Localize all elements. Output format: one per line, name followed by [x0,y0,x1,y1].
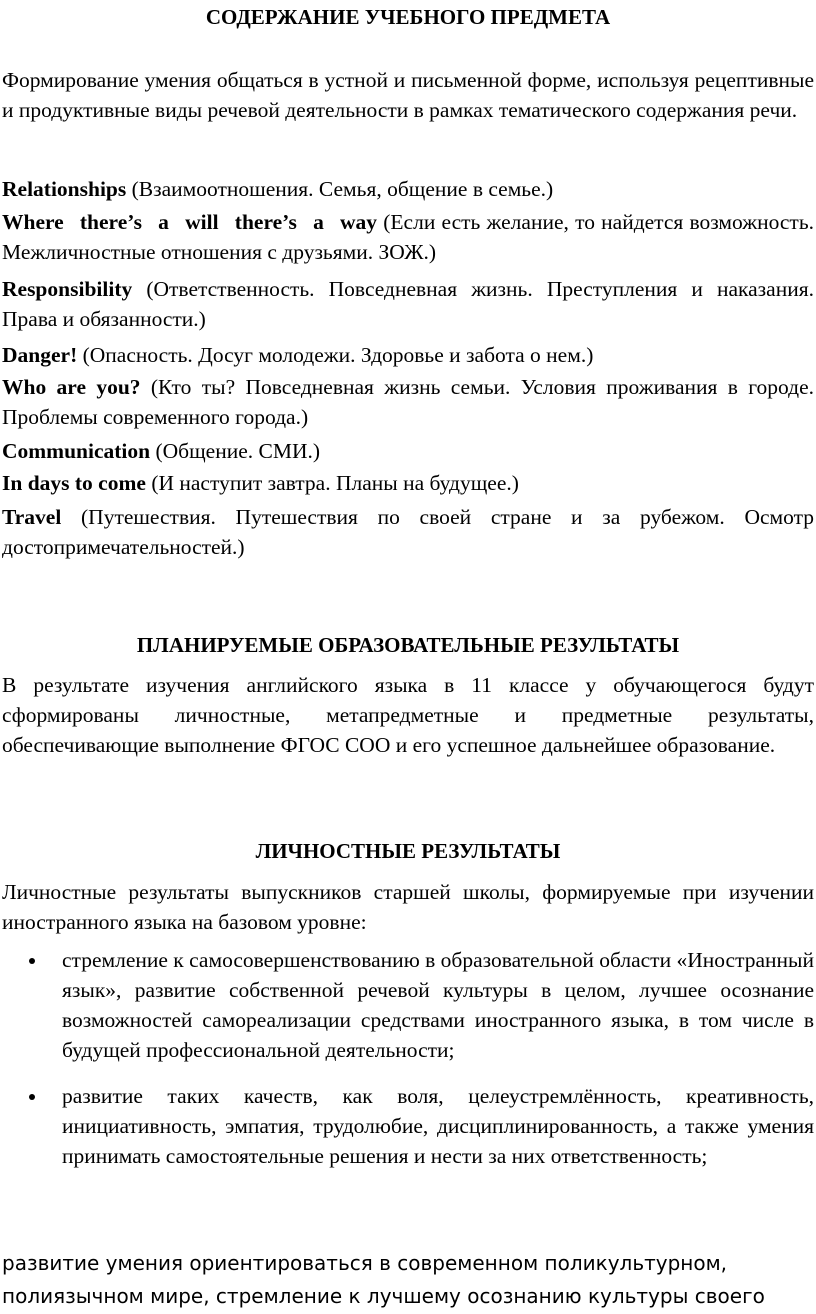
topic-name: Who are you? [2,375,141,399]
topic-item [2,174,814,204]
topic-name: Responsibility [2,277,133,301]
intro-paragraph: Формирование умения общаться в устной и письменной форме, используя рецептивные и продуктивные виды речевой деятельности в рамках тематического содержания речи. [2,68,814,122]
topic-item [2,274,814,334]
topic-name: In days to come [2,471,146,495]
personal-results-list [0,945,816,1171]
topic-item [2,372,814,432]
personal-intro-paragraph: Личностные результаты выпускников старшей школы, формируемые при изучении иностранного языка на базовом уровне: [2,880,814,934]
footer-paragraph: развитие умения ориентироваться в современном поликультурном, полиязычном мире, стремление к лучшему осознанию культуры своего [2,1251,765,1308]
topic-name: Danger! [2,343,78,367]
topic-desc: (И наступит завтра. Планы на будущее.) [145,471,519,495]
topic-name: Relationships [2,177,127,201]
page-title: СОДЕРЖАНИЕ УЧЕБНОГО ПРЕДМЕТА [205,5,611,29]
topic-item [2,502,814,562]
topic-desc: (Если есть желание, то найдется возможность. Межличностные отношения с друзьями. ЗОЖ.) [2,210,814,264]
list-item [0,1081,816,1171]
topic-name: Travel [2,505,62,529]
topic-desc: (Опасность. Досуг молодежи. Здоровье и забота о нем.) [77,343,594,367]
topic-name: Communication [2,439,151,463]
topic-item [2,207,814,267]
list-item-text: стремление к самосовершенствованию в образовательной области «Иностранный язык», развитие собственной речевой культуры в целом, лучшее осознание возможностей самореализации средствами иностранного языка, в том числе в будущей профессиональной деятельности; [62,948,814,1062]
results-heading: ПЛАНИРУЕМЫЕ ОБРАЗОВАТЕЛЬНЫЕ РЕЗУЛЬТАТЫ [136,633,680,657]
list-item-text: развитие таких качеств, как воля, целеустремлённость, креативность, инициативность, эмпатия, трудолюбие, дисциплинированность, а также умения принимать самостоятельные решения и нести за них ответственность; [62,1084,814,1168]
topic-desc: (Ответственность. Повседневная жизнь. Преступления и наказания. Права и обязанности.) [2,277,814,331]
list-item [0,945,816,1065]
topic-desc: (Взаимоотношения. Семья, общение в семье.) [126,177,554,201]
topic-item [2,468,814,498]
bullet-icon [29,958,35,964]
topic-item [2,436,814,466]
topic-desc: (Кто ты? Повседневная жизнь семьи. Условия проживания в городе. Проблемы современного города.) [2,375,814,429]
topic-name: Where there’s a will there’s a way [2,210,378,234]
bullet-icon [29,1094,35,1100]
topic-desc: (Общение. СМИ.) [150,439,321,463]
personal-results-heading: ЛИЧНОСТНЫЕ РЕЗУЛЬТАТЫ [255,839,561,863]
topic-item [2,340,814,370]
results-paragraph: В результате изучения английского языка в 11 классе у обучающегося будут сформированы личностные, метапредметные и предметные результаты, обеспечивающие выполнение ФГОС СОО и его успешное дальнейшее образование. [2,673,814,757]
topic-desc: (Путешествия. Путешествия по своей стране и за рубежом. Осмотр достопримечательностей.) [2,505,814,559]
